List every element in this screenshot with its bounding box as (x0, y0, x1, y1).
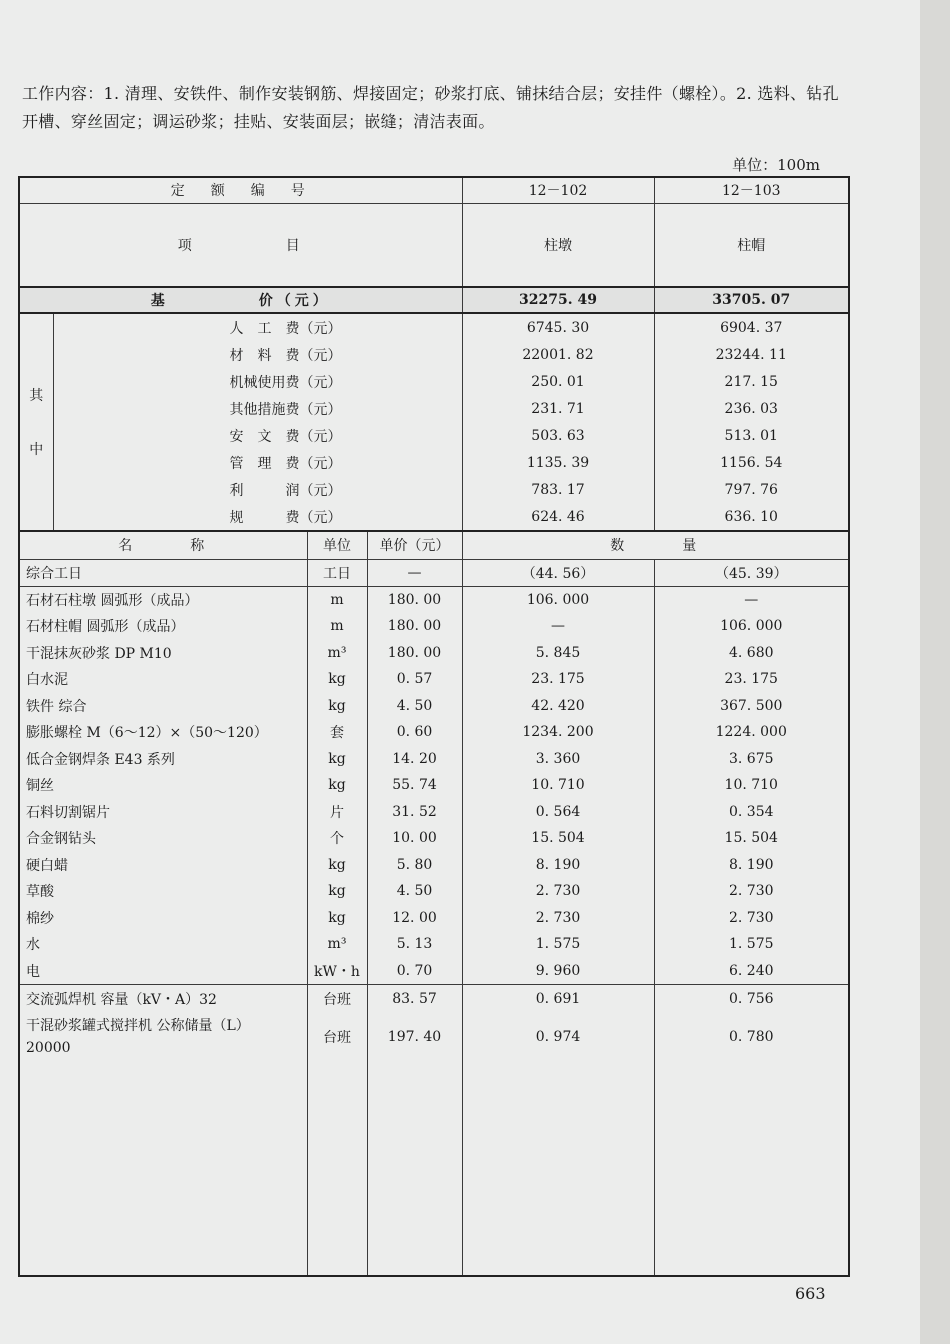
code-102: 12－102 (462, 177, 654, 203)
cost-label: 人 工 费（元） (53, 313, 462, 341)
unit-note: 单位：100m (732, 156, 820, 174)
quota-table (18, 176, 850, 1277)
material-qty-103: 23. 175 (654, 666, 849, 693)
material-unit: 个 (307, 825, 367, 852)
cost-label: 机械使用费（元） (53, 368, 462, 395)
cost-value-103: 513. 01 (654, 422, 849, 449)
blank-cell (367, 1061, 462, 1276)
cost-label: 其他措施费（元） (53, 395, 462, 422)
machine-qty-103: 0. 756 (654, 985, 849, 1013)
material-name: 草酸 (19, 878, 307, 905)
material-qty-103: 10. 710 (654, 772, 849, 799)
material-qty-102: — (462, 613, 654, 640)
material-unit: kg (307, 852, 367, 879)
material-qty-102: 2. 730 (462, 878, 654, 905)
blank-cell (19, 1061, 307, 1276)
cost-label: 材 料 费（元） (53, 341, 462, 368)
material-unit: kg (307, 746, 367, 773)
material-name: 石料切割锯片 (19, 799, 307, 826)
material-unit: kg (307, 666, 367, 693)
labor-qty-103: （45. 39） (654, 559, 849, 586)
page-number: 663 (795, 1284, 826, 1303)
material-name: 石材石柱墩 圆弧形（成品） (19, 586, 307, 613)
material-unit: 套 (307, 719, 367, 746)
material-price: 14. 20 (367, 746, 462, 773)
material-qty-102: 2. 730 (462, 905, 654, 932)
material-price: 10. 00 (367, 825, 462, 852)
material-price: 180. 00 (367, 586, 462, 613)
blank-cell (462, 1061, 654, 1276)
item-zhumao: 柱帽 (654, 203, 849, 287)
labor-name: 综合工日 (19, 559, 307, 586)
material-price: 55. 74 (367, 772, 462, 799)
blank-cell (307, 1061, 367, 1276)
col-price-header: 单价（元） (367, 531, 462, 559)
qizhong-char-1: 其 (29, 388, 44, 404)
material-unit: 片 (307, 799, 367, 826)
material-qty-102: 42. 420 (462, 693, 654, 720)
material-name: 合金钢钻头 (19, 825, 307, 852)
material-qty-102: 3. 360 (462, 746, 654, 773)
material-qty-103: 1. 575 (654, 931, 849, 958)
material-qty-102: 9. 960 (462, 958, 654, 985)
material-qty-102: 8. 190 (462, 852, 654, 879)
material-name: 硬白蜡 (19, 852, 307, 879)
material-qty-103: 2. 730 (654, 905, 849, 932)
qizhong-label (19, 313, 53, 531)
labor-unit: 工日 (307, 559, 367, 586)
cost-value-102: 783. 17 (462, 476, 654, 503)
qizhong-char-2: 中 (29, 442, 44, 458)
material-qty-102: 106. 000 (462, 586, 654, 613)
material-price: 4. 50 (367, 693, 462, 720)
material-name: 棉纱 (19, 905, 307, 932)
cost-value-102: 1135. 39 (462, 449, 654, 476)
material-qty-103: 6. 240 (654, 958, 849, 985)
col-name-header: 名 称 (19, 531, 307, 559)
cost-value-102: 250. 01 (462, 368, 654, 395)
cost-value-103: 636. 10 (654, 503, 849, 531)
base-price-label: 基 价（元） (19, 287, 462, 313)
material-unit: kg (307, 905, 367, 932)
material-qty-103: 367. 500 (654, 693, 849, 720)
material-name: 膨胀螺栓 M（6～12）×（50～120） (19, 719, 307, 746)
machine-unit: 台班 (307, 985, 367, 1013)
material-unit: kg (307, 878, 367, 905)
material-name: 铜丝 (19, 772, 307, 799)
cost-label: 安 文 费（元） (53, 422, 462, 449)
material-name: 铁件 综合 (19, 693, 307, 720)
material-price: 0. 70 (367, 958, 462, 985)
material-unit: m³ (307, 640, 367, 667)
machine-qty-102: 0. 691 (462, 985, 654, 1013)
material-price: 5. 13 (367, 931, 462, 958)
material-qty-102: 0. 564 (462, 799, 654, 826)
material-price: 180. 00 (367, 613, 462, 640)
cost-value-102: 22001. 82 (462, 341, 654, 368)
code-label: 定 额 编 号 (19, 177, 462, 203)
labor-price: — (367, 559, 462, 586)
material-qty-103: 2. 730 (654, 878, 849, 905)
material-unit: kW・h (307, 958, 367, 985)
material-qty-103: 3. 675 (654, 746, 849, 773)
cost-value-102: 503. 63 (462, 422, 654, 449)
machine-price: 83. 57 (367, 985, 462, 1013)
machine-qty-103: 0. 780 (654, 1013, 849, 1061)
item-label: 项 目 (19, 203, 462, 287)
cost-value-103: 797. 76 (654, 476, 849, 503)
material-qty-103: 0. 354 (654, 799, 849, 826)
material-name: 水 (19, 931, 307, 958)
blank-cell (654, 1061, 849, 1276)
cost-value-102: 624. 46 (462, 503, 654, 531)
machine-name: 干混砂浆罐式搅拌机 公称储量（L）20000 (19, 1013, 307, 1061)
col-unit-header: 单位 (307, 531, 367, 559)
material-qty-102: 1. 575 (462, 931, 654, 958)
cost-label: 规 费（元） (53, 503, 462, 531)
item-zhudun: 柱墩 (462, 203, 654, 287)
material-qty-103: 106. 000 (654, 613, 849, 640)
work-content-text: 工作内容：1. 清理、安铁件、制作安装钢筋、焊接固定；砂浆打底、铺抹结合层；安挂件（螺栓）。2. 选料、钻孔开槽、穿丝固定；调运砂浆；挂贴、安装面层；嵌缝；清洁表面。 (22, 84, 839, 131)
material-qty-103: 15. 504 (654, 825, 849, 852)
material-name: 低合金钢焊条 E43 系列 (19, 746, 307, 773)
material-unit: kg (307, 693, 367, 720)
cost-value-103: 217. 15 (654, 368, 849, 395)
machine-qty-102: 0. 974 (462, 1013, 654, 1061)
cost-label: 管 理 费（元） (53, 449, 462, 476)
material-qty-102: 1234. 200 (462, 719, 654, 746)
material-qty-102: 15. 504 (462, 825, 654, 852)
material-price: 180. 00 (367, 640, 462, 667)
base-price-103: 33705. 07 (654, 287, 849, 313)
material-qty-103: — (654, 586, 849, 613)
material-qty-103: 4. 680 (654, 640, 849, 667)
labor-qty-102: （44. 56） (462, 559, 654, 586)
material-price: 0. 57 (367, 666, 462, 693)
cost-value-103: 1156. 54 (654, 449, 849, 476)
base-price-102: 32275. 49 (462, 287, 654, 313)
material-unit: m³ (307, 931, 367, 958)
machine-name: 交流弧焊机 容量（kV・A）32 (19, 985, 307, 1013)
cost-value-103: 6904. 37 (654, 313, 849, 341)
material-price: 31. 52 (367, 799, 462, 826)
code-103: 12－103 (654, 177, 849, 203)
machine-unit: 台班 (307, 1013, 367, 1061)
material-qty-102: 23. 175 (462, 666, 654, 693)
cost-value-103: 236. 03 (654, 395, 849, 422)
material-price: 4. 50 (367, 878, 462, 905)
material-name: 石材柱帽 圆弧形（成品） (19, 613, 307, 640)
col-qty-header: 数 量 (462, 531, 849, 559)
material-price: 5. 80 (367, 852, 462, 879)
material-price: 12. 00 (367, 905, 462, 932)
material-qty-102: 10. 710 (462, 772, 654, 799)
machine-price: 197. 40 (367, 1013, 462, 1061)
material-unit: kg (307, 772, 367, 799)
material-name: 白水泥 (19, 666, 307, 693)
material-name: 干混抹灰砂浆 DP M10 (19, 640, 307, 667)
cost-label: 利 润（元） (53, 476, 462, 503)
cost-value-102: 231. 71 (462, 395, 654, 422)
material-unit: m (307, 613, 367, 640)
cost-value-102: 6745. 30 (462, 313, 654, 341)
material-qty-103: 8. 190 (654, 852, 849, 879)
material-qty-102: 5. 845 (462, 640, 654, 667)
material-unit: m (307, 586, 367, 613)
material-name: 电 (19, 958, 307, 985)
cost-value-103: 23244. 11 (654, 341, 849, 368)
material-price: 0. 60 (367, 719, 462, 746)
material-qty-103: 1224. 000 (654, 719, 849, 746)
